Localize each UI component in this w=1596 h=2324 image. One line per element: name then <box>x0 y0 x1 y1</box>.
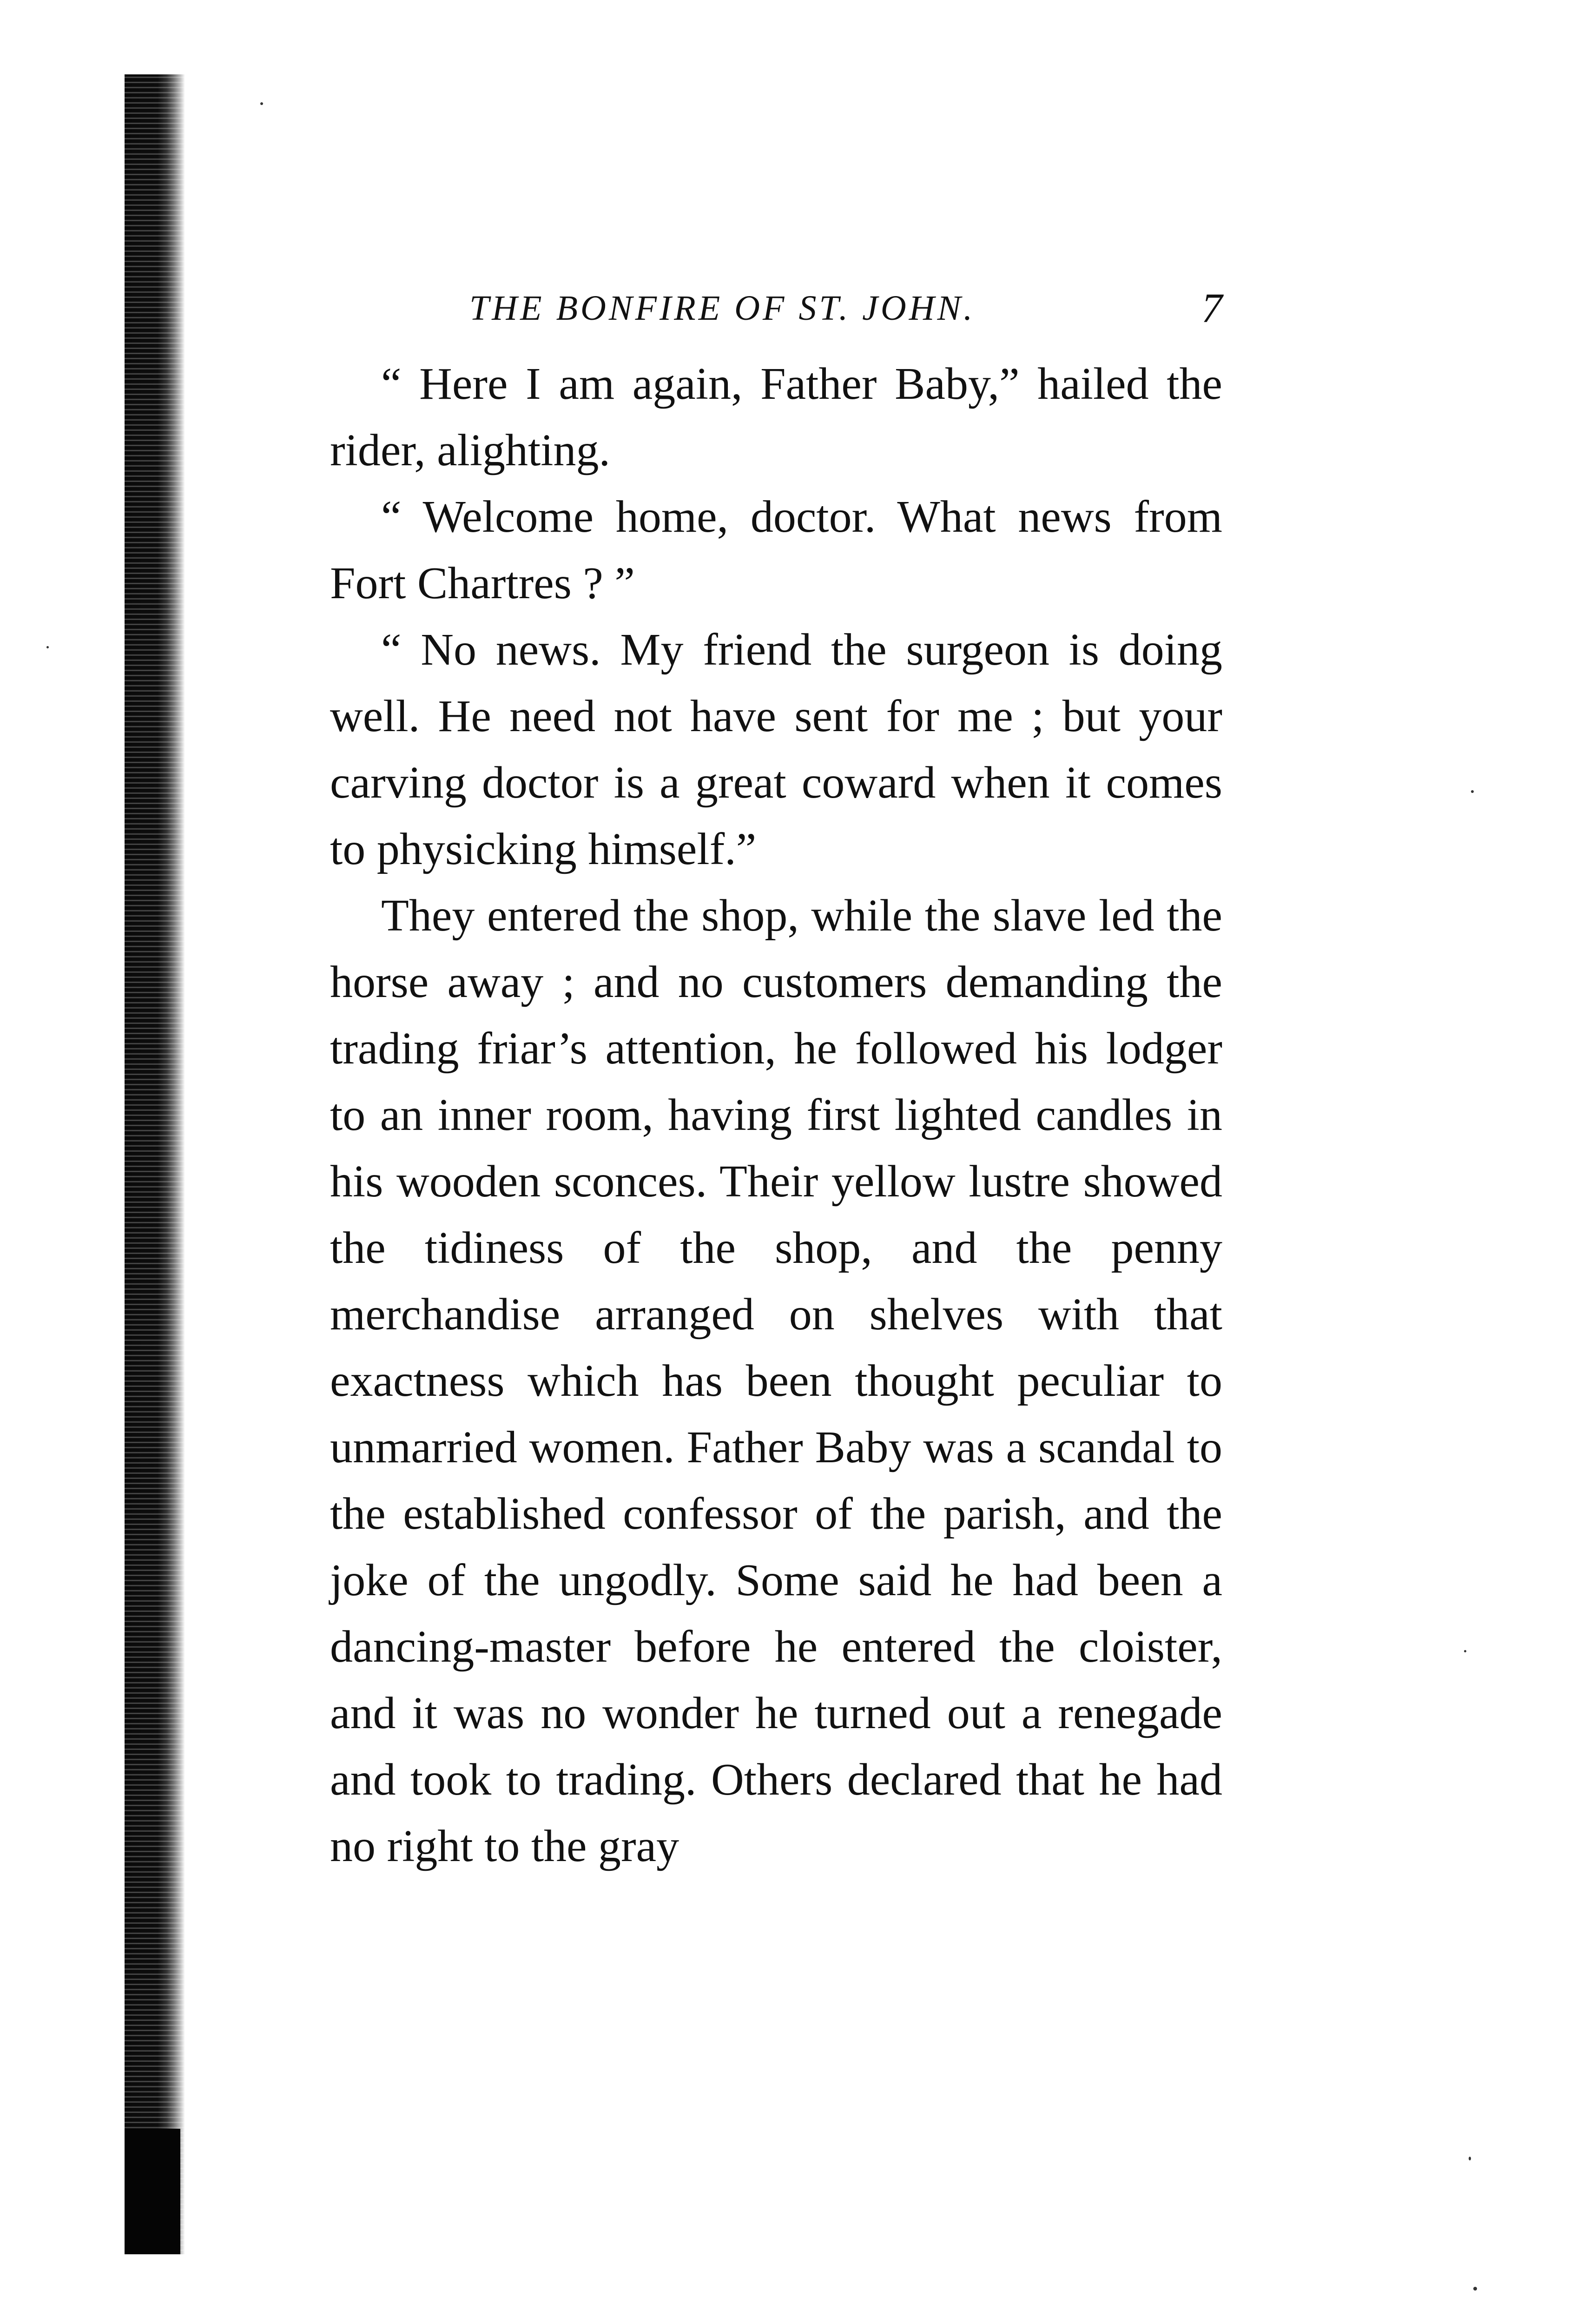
binding-gutter-edge <box>125 2129 180 2254</box>
paragraph: They entered the shop, while the slave led the horse away ; and no customers demanding the trading friar’s attention, he followed his lodger to an inner room, having first lighted candles in his wooden sconces. Their yellow lustre showed the tidiness of the shop, and the penny merchandise arranged on shelves with that exactness which has been thought peculiar to unmarried women. Father Baby was a scandal to the established confessor of the parish, and the joke of the ungodly. Some said he had been a dancing-master before he entered the cloister, and it was no wonder he turned out a renegade and took to trading. Others declared that he had no right to the gray <box>330 891 1222 1871</box>
body-text <box>330 351 1222 1880</box>
binding-gutter-shadow <box>125 74 185 2254</box>
page-number: 7 <box>1201 285 1222 331</box>
running-head: THE BONFIRE OF ST. JOHN. <box>469 289 976 328</box>
paragraph: “ Welcome home, doctor. What news from Fort Chartres ? ” <box>330 492 1222 608</box>
paragraph: “ Here I am again, Father Baby,” hailed the rider, alighting. <box>330 359 1222 475</box>
paragraph: “ No news. My friend the surgeon is doing well. He need not have sent for me ; but your carving doctor is a great coward when it comes to physicking himself.” <box>330 625 1222 874</box>
page-header <box>330 285 1222 335</box>
